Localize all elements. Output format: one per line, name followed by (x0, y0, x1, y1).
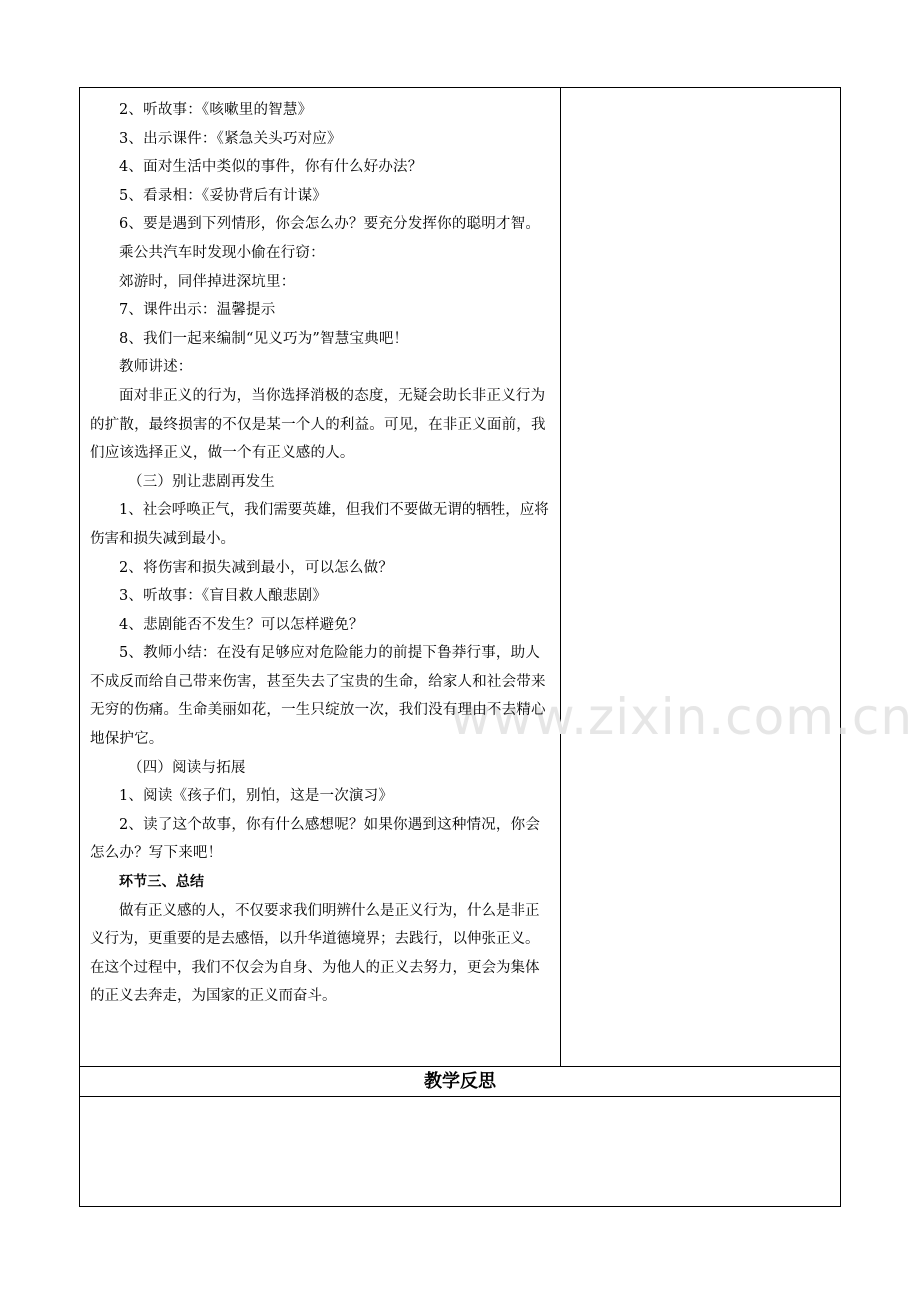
lesson-paragraph: 乘公共汽车时发现小偷在行窃： (119, 244, 325, 261)
lesson-paragraph: 3、出示课件：《紧急关头巧对应》 (119, 130, 342, 147)
reflection-body[interactable] (80, 1097, 840, 1206)
lesson-paragraph: 做有正义感的人，不仅要求我们明辨什么是正义行为，什么是非正义行为，更重要的是去感悟，以升华道德境界；去践行，以伸张正义。在这个过程中，我们不仅会为自身、为他人的正义去努力，更会为集体的正义去奔走，为国家的正义而奋斗。 (90, 902, 540, 1005)
lesson-paragraph: 1、社会呼唤正气，我们需要英雄，但我们不要做无谓的牺牲，应将伤害和损失减到最小。 (90, 502, 549, 547)
lesson-paragraph: 2、读了这个故事，你有什么感想呢？如果你遇到这种情况，你会怎么办？写下来吧！ (90, 816, 541, 862)
lesson-paragraph: 1、阅读《孩子们，别怕，这是一次演习》 (119, 788, 394, 805)
reflection-title: 教学反思 (80, 1066, 840, 1097)
lesson-paragraph: 4、面对生活中类似的事件，你有什么好办法？ (119, 159, 423, 176)
lesson-paragraph: 面对非正义的行为，当你选择消极的态度，无疑会助长非正义行为的扩散，最终损害的不仅是某一个人的利益。可见，在非正义面前，我们应该选择正义，做一个有正义感的人。 (90, 387, 546, 462)
lesson-paragraph: 教师讲述： (119, 359, 193, 376)
lesson-paragraph: （三）别让悲剧再发生 (128, 473, 275, 490)
lesson-paragraph: （四）阅读与拓展 (128, 759, 246, 776)
notes-cell (561, 88, 840, 1066)
lesson-paragraph: 环节三、总结 (119, 874, 205, 891)
lesson-paragraph: 6、要是遇到下列情形，你会怎么办？要充分发挥你的聪明才智。 (119, 216, 541, 233)
lesson-plan-table (79, 87, 914, 1207)
lesson-paragraph: 2、将伤害和损失减到最小，可以怎么做？ (119, 559, 394, 576)
lesson-content-cell (80, 88, 914, 1066)
lesson-paragraph: 5、看录相：《妥协背后有计谋》 (119, 187, 327, 204)
lesson-paragraph: 5、教师小结：在没有足够应对危险能力的前提下鲁莽行事，助人不成反而给自己带来伤害，甚至失去了宝贵的生命，给家人和社会带来无穷的伤痛。生命美丽如花，一生只绽放一次，我们没有理由不去精心地保护它。 (90, 645, 546, 748)
lesson-paragraph: 2、听故事：《咳嗽里的智慧》 (119, 102, 313, 118)
lesson-paragraph: 7、课件出示：温馨提示 (119, 302, 276, 319)
watermark: www.zixin.com.cn (450, 688, 914, 746)
lesson-paragraph: 8、我们一起来编制“见义巧为”智慧宝典吧！ (119, 330, 409, 347)
lesson-paragraph: 4、悲剧能否不发生？可以怎样避免？ (119, 616, 364, 633)
lesson-paragraph: 3、听故事：《盲目救人酿悲剧》 (119, 588, 327, 605)
lesson-paragraph: 郊游时，同伴掉进深坑里： (119, 273, 296, 290)
